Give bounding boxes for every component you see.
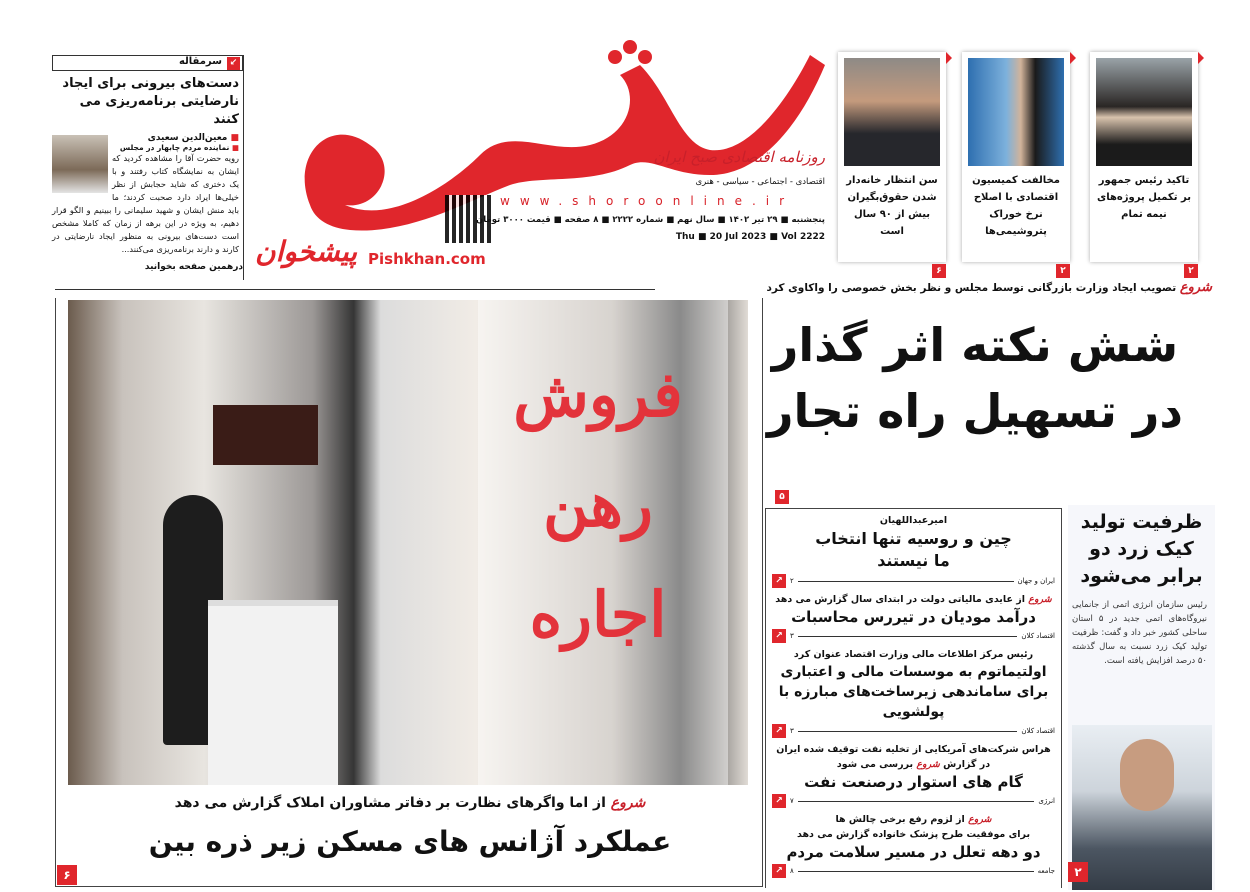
brand-mark: شروع [1179,280,1212,295]
website-link[interactable]: www.shoroonline.ir [500,194,795,208]
issue-info-en: Thu ■ 20 Jul 2023 ■ Vol 2222 [675,232,825,242]
page-number: ۸ [790,867,794,875]
watermark: پیشخوان [255,235,358,268]
page-number: ۲ [1068,862,1088,882]
side-photo [1072,725,1212,890]
news-item[interactable] [766,647,1061,722]
section-label: اقتصاد کلان [1021,632,1055,640]
editorial-author-role: ■ نماینده مردم چابهار در مجلس [52,143,239,152]
news-headline: دو دهه تعلل در مسیر سلامت مردم [786,843,1041,861]
strap-text: تصویب ایجاد وزارت بازرگانی توسط مجلس و نظر بخش خصوصی را واکاوی کرد [766,282,1177,294]
news-kicker: هراس شرکت‌های آمریکایی از تخلیه نفت توقیف شده ایران [776,744,1051,755]
side-headline: ظرفیت تولید کیک زرد دو برابر می‌شود [1080,511,1203,587]
news-kicker: از عایدی مالیاتی دولت در ابتدای سال گزارش می دهد [775,594,1025,605]
news-separator [772,574,1055,588]
page-number: ۲ [790,577,794,585]
page-number: ۲ [1184,264,1198,278]
lead-photo [68,300,748,785]
teaser-2[interactable] [962,52,1070,276]
news-item[interactable] [766,509,1061,572]
news-item[interactable] [766,812,1061,862]
page-number: ۳ [790,632,794,640]
author-photo [52,135,108,193]
news-separator [772,794,1055,808]
news-headline: گام های استوار درصنعت نفت [804,773,1023,791]
page-number: ۲ [1056,264,1070,278]
teaser-photo [844,58,940,166]
page-number: ۶ [57,865,77,885]
page-number: ۶ [932,264,946,278]
teaser-3[interactable] [838,52,946,276]
arrow-icon: ↗ [772,724,786,738]
news-separator [772,629,1055,643]
news-kicker: رئیس مرکز اطلاعات مالی وزارت اقتصاد عنوان کرد [793,649,1034,660]
arrow-icon: ↗ [772,574,786,588]
arrow-icon: ↗ [772,794,786,808]
editorial-title[interactable]: دست‌های بیرونی برای ایجاد نارضایتی برنامه‌ریزی می کنند [62,76,239,127]
photo-desk [208,600,338,785]
news-separator [772,724,1055,738]
categories: اقتصادی - اجتماعی - سیاسی - هنری [695,177,825,187]
section-label: انرژی [1038,797,1055,805]
photo-sign: فروش رهن اجاره [513,358,683,651]
divider [55,289,655,290]
news-headline: چین و روسیه تنها انتخاب ما نیستند [815,529,1012,570]
brand-mark: شروع [968,814,992,825]
photo-headline[interactable]: عملکرد آژانس های مسکن زیر ذره بین [148,825,672,858]
news-item[interactable] [766,742,1061,792]
teaser-photo [968,58,1064,166]
teaser-title: تاکید رئیس جمهور بر تکمیل پروژه‌های نیمه تمام [1097,175,1191,220]
news-headline: درآمد مودیان در تیررس محاسبات [791,608,1036,626]
editorial-body: رویه حضرت آقا را مشاهده کردید که ایشان به نمایشگاه کتاب رفتند و با یک دختری که شاید حجابش از نظر خیلی‌ها ایراد دارد صحبت کردند؛ ما باید منش ایشان و شهید سلیمانی را ببینیم و الگو قرار دهیم، به ویژه در این برهه از زمان که کاملا مشخص است دست‌های بیرونی به منظور ایجاد نارضایتی در کارند و دارند برنامه‌ریزی می‌کنند... [52,153,239,254]
lead-headline[interactable]: شش نکته اثر گذار در تسهیل راه تجار [767,318,1183,438]
section-label: اقتصاد کلان [1021,727,1055,735]
arrow-icon: ↗ [772,864,786,878]
issue-info-fa: پنجشنبه ■ ۲۹ تیر ۱۴۰۲ ■ سال نهم ■ شماره ۲۲۲۲ ■ ۸ صفحه ■ قیمت ۳۰۰۰ تومان [476,215,825,225]
watermark-url: Pishkhan.com [368,250,486,268]
section-label: جامعه [1037,867,1055,875]
brand-mark: شروع [610,795,646,811]
teaser-title: سن انتظار خانه‌دار شدن حقوق‌بگیران بیش از ۹۰ سال است [846,175,938,237]
brand-mark: شروع [1028,594,1052,605]
editorial-read-more[interactable]: درهمین صفحه بخوانید [144,262,243,272]
teaser-title: مخالفت کمیسیون اقتصادی با اصلاح نرخ خوراک پتروشیمی‌ها [972,175,1060,237]
arrow-icon: ↗ [772,629,786,643]
page-number: ۳ [790,727,794,735]
brand-mark: شروع [916,759,940,770]
editorial-author: ■ معین‌الدین سعیدی [52,133,239,143]
news-separator [772,864,1055,878]
section-label: ایران و جهان [1017,577,1055,585]
teaser-photo [1096,58,1192,166]
page-number: ۷ [790,797,794,805]
photo-tv [213,405,318,465]
teaser-1[interactable] [1090,52,1198,276]
news-kicker: امیرعبداللهیان [879,515,948,526]
news-kicker: در گزارش [943,759,991,770]
news-column [765,508,1062,888]
side-body: رئیس سازمان انرژی اتمی از جانمایی نیروگاه‌های اتمی جدید در ۵ استان ساحلی کشور خبر داد و گفت: ظرفیت تولید کیک زرد نسبت به سال گذشته ۵۰ درصد افزایش یافته است. [1072,600,1207,666]
editorial-label: ↙ سرمقاله [52,55,243,71]
editorial-box [52,55,244,280]
news-kicker: از لزوم رفع برخی چالش ها [835,814,965,825]
page-number: ۵ [775,490,789,504]
photo-kicker [100,793,720,813]
side-story[interactable] [1068,505,1215,890]
kicker-text: از اما واگرهای نظارت بر دفاتر مشاوران املاک گزارش می دهد [174,795,606,811]
news-headline: اولتیماتوم به موسسات مالی و اعتباری برای ساماندهی زیرساخت‌های مبارزه با پولشویی [778,664,1049,720]
news-kicker: برای موفقیت طرح پزشک خانواده گزارش می دهد [796,829,1031,840]
news-item[interactable] [766,592,1061,627]
news-kicker: بررسی می شود [836,759,914,770]
tagline: روزنامه اقتصادی صبح ایران [653,148,825,166]
lead-strap [767,281,1213,295]
